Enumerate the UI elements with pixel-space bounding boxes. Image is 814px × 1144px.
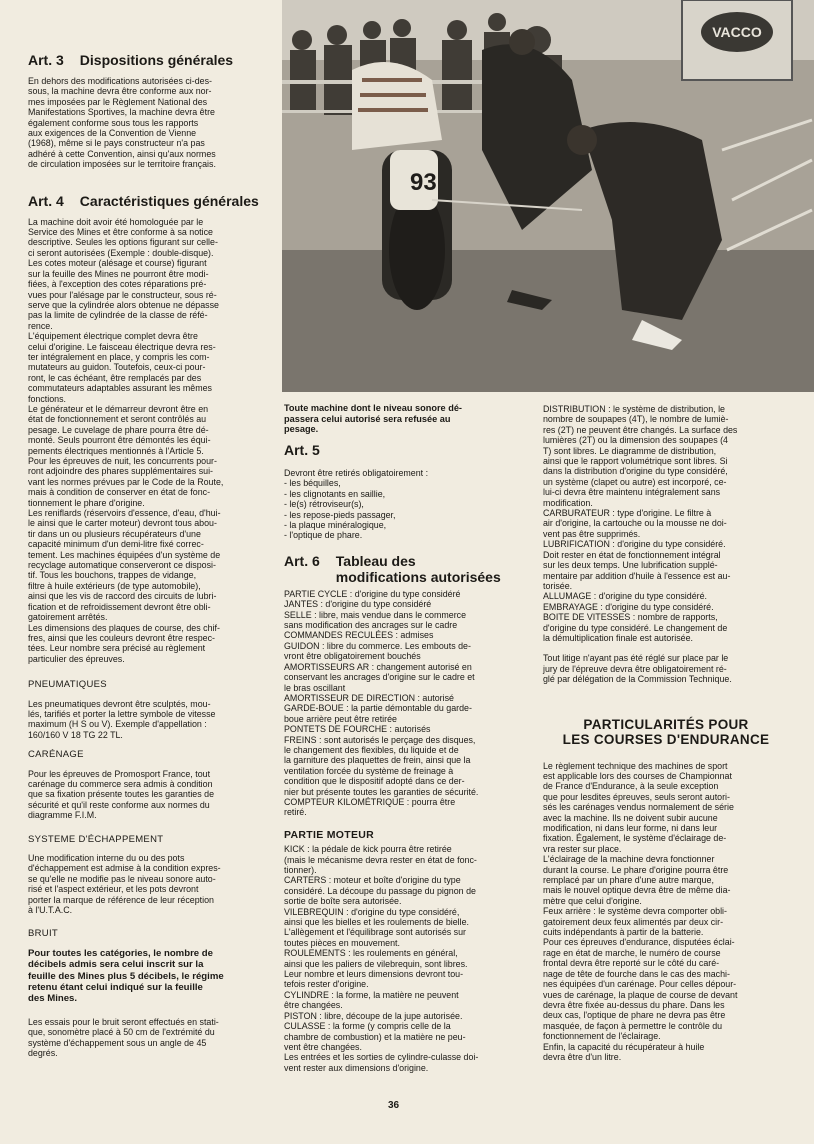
pneumatiques-body: [28, 699, 274, 741]
text-line: PONTETS DE FOURCHE : autorisés: [284, 724, 431, 735]
text-line: GARDE-BOUE : la partie démontable du garde-: [284, 703, 472, 714]
text-line: glé par délégation de la Commission Technique.: [543, 674, 732, 685]
text-line: Toute machine dont le niveau sonore dé-: [284, 403, 462, 413]
text-line: pesage. Le cuvelage de phare pourra être dé-: [28, 424, 209, 435]
text-line: - le(s) rétroviseur(s),: [284, 499, 364, 510]
left-column: [28, 52, 274, 1059]
text-line: devra être fixée au-dessus du phare. Dans les: [543, 999, 725, 1010]
text-line: carénage du commerce sera admis à condition: [28, 778, 213, 789]
text-line: L'éclairage de la machine devra fonctionner: [543, 854, 715, 865]
text-line: CARTERS : moteur et boîte d'origine du type: [284, 875, 461, 886]
text-line: LUBRIFICATION : d'origine du type considéré.: [543, 539, 726, 550]
sign-text: VACCO: [712, 24, 762, 40]
right-column: [543, 404, 789, 1062]
text-line: Pour ces épreuves d'endurance, disputées éclai-: [543, 937, 735, 948]
endurance-title: [543, 717, 789, 747]
text-line: rage en état de marche, le numéro de course: [543, 947, 721, 958]
text-line: toutes pièces en mouvement.: [284, 937, 400, 948]
text-line: serve que la cylindrée alors obtenue ne dépasse: [28, 299, 219, 310]
text-line: d'échappement est admise à la condition expres-: [28, 863, 221, 874]
text-line: lui-ci devra être maintenu intégralement sans: [543, 487, 721, 498]
echappement-heading: SYSTEME D'ÉCHAPPEMENT: [28, 833, 164, 845]
text-line: Doit rester en état de fonctionnement intégral: [543, 549, 721, 560]
text-line: AMORTISSEUR DE DIRECTION : autorisé: [284, 692, 454, 703]
text-line: mais le nouvel optique devra être de même dia-: [543, 885, 731, 896]
text-line: mètre que celui d'origine.: [543, 895, 642, 906]
text-line: CYLINDRE : la forme, la matière ne peuvent: [284, 989, 459, 1000]
text-line: (mais le mécanisme devra rester en état de fonc-: [284, 854, 477, 865]
race-number: 93: [410, 169, 437, 196]
text-line: sés les carénages vendus normalement de série: [543, 802, 734, 813]
text-line: tionner).: [284, 865, 317, 875]
text-line: ainsi que les vis de raccord des circuits de lubri-: [28, 591, 217, 602]
text-line: Service des Mines et être conforme à sa notice: [28, 227, 213, 238]
text-line: nombre de soupapes (4T), le nombre de lumiè-: [543, 414, 729, 425]
text-line: tement. Les machines équipées d'un système de: [28, 549, 221, 560]
text-line: conservant les ancrages d'origine sur le cadre et: [284, 672, 475, 683]
text-line: Enfin, la capacité du récupérateur à huile: [543, 1041, 705, 1052]
text-line: deux cas, l'optique de phare ne devra pas être: [543, 1010, 726, 1021]
page-number: 36: [388, 1100, 400, 1111]
text-line: retiré.: [284, 807, 307, 818]
text-line: - la plaque minéralogique,: [284, 520, 387, 531]
text-line: feuille des Mines plus 5 décibels, le régime: [28, 970, 224, 982]
caption-lines: [284, 403, 528, 435]
art3-heading: [28, 52, 274, 68]
text-line: tir dans un ou plusieurs récupérateurs d'une: [28, 528, 201, 539]
text-line: la garniture des plaquettes de frein, ainsi que la: [284, 755, 471, 766]
text-line: Leur nombre et leurs dimensions devront tou-: [284, 969, 464, 980]
endurance-title-line1: PARTICULARITÉS POUR: [583, 716, 749, 732]
text-line: diagramme F.I.M.: [28, 810, 97, 821]
echappement-body: [28, 853, 274, 915]
text-line: chambre de combustion) et la matière ne peu-: [284, 1031, 466, 1042]
text-line: - l'optique de phare.: [284, 530, 363, 541]
text-line: Les entrées et les sorties de cylindre-culasse doi-: [284, 1052, 479, 1063]
text-line: descriptive. Seules les options figurant sur celle-: [28, 237, 218, 248]
art6-heading: [284, 553, 530, 585]
text-line: EMBRAYAGE : d'origine du type considéré.: [543, 601, 714, 612]
art4-heading: [28, 193, 274, 209]
text-line: risé et l'aspect extérieur, et les pots devront: [28, 884, 199, 895]
text-line: le changement des flexibles, du liquide et de: [284, 744, 459, 755]
text-line: - les béquilles,: [284, 478, 341, 489]
text-line: fonctionnement de l'éclairage.: [543, 1031, 661, 1042]
partie-moteur-heading: PARTIE MOTEUR: [284, 828, 375, 841]
text-line: Le générateur et le démarreur devront être en: [28, 403, 209, 414]
text-line: CULASSE : la forme (y compris celle de la: [284, 1021, 451, 1032]
text-line: Le règlement technique des machines de sport: [543, 760, 728, 771]
text-line: La machine doit avoir été homologuée par le: [28, 216, 204, 227]
text-line: fiées, à l'exception des cotes réparations pré-: [28, 279, 207, 290]
text-line: Les cotes moteur (alésage et course) figurant: [28, 258, 207, 269]
art5-list: [284, 478, 530, 540]
text-line: durant la course. Le phare d'origine pourra être: [543, 864, 729, 875]
text-line: Pour les épreuves de Promosport France, tout: [28, 768, 211, 779]
photo-caption: [284, 403, 528, 435]
text-line: ainsi que le rapport volumétrique sont libres. Si: [543, 456, 728, 467]
text-line: vues de carénage, la plaque de course de devant: [543, 989, 738, 1000]
text-line: maximum (H S ou V). Exemple d'appellation :: [28, 719, 207, 730]
art4-title: Caractéristiques générales: [79, 192, 259, 209]
text-line: pements électriques mentionnés à l'Article 5.: [28, 445, 204, 456]
text-line: pas la limite de cylindrée de la classe de réfé-: [28, 310, 208, 321]
text-line: commutateurs adaptables assurant les mêmes: [28, 383, 212, 394]
text-line: torisée.: [543, 580, 573, 591]
text-line: Tout litige n'ayant pas été réglé sur place par le: [543, 653, 729, 664]
text-line: également conforme sous tous les rapports: [28, 117, 199, 128]
partie-cycle-body: [284, 589, 530, 818]
text-line: modification, ni dans leur forme, ni dans leur: [543, 823, 718, 833]
text-line: ront, le cas échéant, être remplacés par des: [28, 372, 202, 383]
text-line: tées. Leur nombre sera précisé au règlement: [28, 643, 206, 654]
carenage-heading: CARÉNAGE: [28, 749, 84, 761]
text-line: res (2T) ne peuvent être changés. La surface des: [543, 424, 738, 435]
text-line: Manifestations Sportives, la machine devra être: [28, 107, 215, 118]
text-line: Les reniflards (réservoirs d'essence, d'eau, d'hui-: [28, 508, 221, 519]
text-line: ROULEMENTS : les roulements en général,: [284, 948, 458, 959]
text-line: le bras oscillant: [284, 682, 346, 693]
text-line: particulier des épreuves.: [28, 653, 125, 664]
middle-column: [284, 442, 530, 1073]
text-line: SELLE : libre, mais vendue dans le commerce: [284, 609, 467, 620]
text-line: ventilation forcée du système de freinage à: [284, 765, 454, 776]
art4-body: [28, 217, 274, 664]
text-line: décibels admis sera celui inscrit sur la: [28, 959, 204, 971]
text-line: lés, tarifiés et porter la lettre symbole de vitesse: [28, 708, 216, 719]
pit-photo: [282, 0, 814, 392]
text-line: masquée, de façon à permettre le contrôle du: [543, 1020, 723, 1031]
text-line: aux exigences de la Convention de Vienne: [28, 128, 197, 139]
text-line: sans modification des ancrages sur le cadre: [284, 620, 458, 631]
bruit-bold-body: [28, 948, 274, 1005]
text-line: tionnement le phare d'origine.: [28, 497, 145, 508]
text-line: ront adjoindre des phares supplémentaires sui-: [28, 466, 214, 477]
art3-number: Art. 3: [28, 52, 64, 68]
text-line: KICK : la pédale de kick pourra être retirée: [284, 844, 452, 855]
art6-number: Art. 6: [284, 552, 320, 569]
distribution-body: [543, 404, 789, 643]
text-line: PISTON : libre, découpe de la jupe autorisée.: [284, 1010, 463, 1021]
text-line: boue arrière peut être retirée: [284, 713, 397, 724]
text-line: sous, la machine devra être conforme aux nor-: [28, 86, 212, 97]
text-line: avec la machine. Ils ne doivent subir aucune: [543, 812, 718, 823]
text-line: lumières (2T) ou la dimension des soupapes (4: [543, 435, 728, 446]
art6-title-line1: Tableau des: [335, 552, 416, 569]
text-line: frontal devra être reporté sur le côté du caré-: [543, 958, 720, 969]
text-line: système d'échappement sous un angle de 45: [28, 1037, 207, 1048]
text-line: recyclage automatique conserveront ce disposi-: [28, 560, 216, 571]
text-line: des Mines.: [28, 993, 78, 1005]
text-line: celui d'origine. Le faisceau électrique devra res-: [28, 341, 216, 352]
text-line: mentaire par addition d'huile à l'essence est au-: [543, 570, 731, 581]
text-line: pesage.: [284, 424, 319, 435]
text-line: ALLUMAGE : d'origine du type considéré.: [543, 591, 707, 602]
text-line: fonctions.: [28, 393, 66, 404]
text-line: PARTIE CYCLE : d'origine du type considéré: [284, 588, 461, 599]
text-line: cuits indépendants à partir de la batterie.: [543, 927, 704, 938]
text-line: mes imposées par le Règlement National des: [28, 96, 208, 107]
text-line: retenu étant celui indiqué sur la feuille: [28, 982, 203, 994]
photo-illustration: [282, 0, 814, 392]
text-line: être changées.: [284, 1000, 343, 1011]
text-line: sécurité et qu'il reste conforme aux normes du: [28, 799, 210, 810]
text-line: FREINS : sont autorisés le perçage des disques,: [284, 734, 476, 745]
text-line: monté. Seuls pourront être démontés les équi-: [28, 435, 211, 446]
text-line: passera celui autorisé sera refusée au: [284, 413, 451, 424]
text-line: fication et de refroidissement devront être obli-: [28, 601, 211, 612]
text-line: COMMANDES RECULÉES : admises: [284, 630, 434, 641]
text-line: sortie de boîte sera autorisée.: [284, 896, 402, 907]
text-line: air d'origine, la cartouche ou la mousse ne doi-: [543, 518, 727, 529]
art6-title-line2: modifications autorisées: [335, 568, 501, 585]
text-line: GUIDON : libre du commerce. Les embouts de-: [284, 640, 471, 651]
text-line: remplacé par un phare d'une autre marque,: [543, 875, 714, 886]
text-line: En dehors des modifications autorisées ci-des-: [28, 76, 213, 86]
text-line: tefois rester d'origine.: [284, 979, 369, 990]
art6-title: [336, 553, 501, 585]
endurance-body: [543, 761, 789, 1063]
text-line: rence.: [28, 320, 53, 331]
text-line: fixation. Également, le système d'éclairage de-: [543, 833, 727, 844]
text-line: vra rester sur place.: [543, 843, 622, 854]
art4-number: Art. 4: [28, 192, 64, 209]
text-line: le ainsi que le carter moteur) devront tous abou-: [28, 518, 217, 529]
text-line: vant les normes prévues par le Code de la Route,: [28, 476, 224, 487]
text-line: Feux arrière : le système devra comporter obli-: [543, 906, 727, 917]
text-line: CARBURATEUR : type d'origine. Le filtre à: [543, 508, 712, 519]
text-line: VILEBREQUIN : d'origine du type considéré,: [284, 906, 460, 917]
text-line: gatoirement deux feux alimentés par deux cir-: [543, 916, 724, 927]
text-line: condition que le dispositif adopté dans ce der-: [284, 776, 465, 787]
text-line: que sa fixation présente toutes les garanties de: [28, 789, 215, 800]
text-line: T) sont libres. Le diagramme de distribution,: [543, 445, 717, 456]
text-line: ainsi que les paliers de vilebrequin, sont libres.: [284, 958, 468, 969]
text-line: - les repose-pieds passager,: [284, 509, 396, 520]
bruit-body: [28, 1017, 274, 1059]
art3-title: Dispositions générales: [79, 52, 234, 68]
text-line: degrés.: [28, 1048, 58, 1059]
text-line: nes équipées d'un carénage. Pour celles dépour-: [543, 979, 737, 990]
text-line: adhéré à cette Convention, ainsi qu'aux normes: [28, 148, 216, 159]
text-line: à l'U.T.A.C.: [28, 905, 73, 916]
text-line: état de fonctionnement et seront contrôlés au: [28, 414, 207, 425]
text-line: ainsi que les bielles et les roulements de bielle.: [284, 917, 470, 928]
text-line: ter intégralement en place, y compris les com-: [28, 351, 210, 362]
text-line: sur les deux temps. Une lubrification supplé-: [543, 560, 718, 571]
text-line: considéré. La découpe du passage du pignon de: [284, 885, 476, 896]
text-line: sur la feuille des Mines ne pourront être modi-: [28, 268, 209, 279]
text-line: dans la distribution d'origine du type considéré,: [543, 466, 728, 477]
text-line: Pour toutes les catégories, le nombre de: [28, 947, 213, 959]
text-line: est applicable lors des courses de Championnat: [543, 770, 732, 781]
text-line: L'allègement et l'équilibrage sont autorisés sur: [284, 927, 466, 938]
text-line: se qu'elle ne modifie pas le niveau sonore auto-: [28, 873, 216, 884]
text-line: DISTRIBUTION : le système de distribution, le: [543, 404, 725, 414]
text-line: Les pneumatiques devront être sculptés, mou-: [28, 698, 211, 709]
text-line: que pour lesdites épreuves, seuls seront autori-: [543, 791, 730, 802]
text-line: que, sonomètre placé à 50 cm de l'extrémité du: [28, 1027, 215, 1038]
text-line: gatoirement arrêtés.: [28, 612, 108, 623]
text-line: (1968), même si le pays constructeur n'a pas: [28, 138, 205, 149]
text-line: L'équipement électrique complet devra être: [28, 331, 198, 342]
pneumatiques-heading: PNEUMATIQUES: [28, 679, 107, 691]
text-line: capacité minimum d'un demi-litre fixé correc-: [28, 539, 204, 550]
text-line: jury de l'épreuve devra être obligatoirement ré-: [543, 663, 727, 674]
text-line: un système (clapet ou autre) est incorporé, ce-: [543, 476, 727, 487]
art3-body: [28, 76, 274, 170]
bruit-heading: BRUIT: [28, 928, 58, 940]
text-line: fres, ainsi que les couleurs devront être respec-: [28, 632, 215, 643]
art5-intro: Devront être retirés obligatoirement :: [284, 468, 429, 478]
text-line: Les dimensions des plaques de course, des chif-: [28, 622, 220, 633]
carenage-body: [28, 769, 274, 821]
litige-body: [543, 653, 789, 684]
text-line: COMPTEUR KILOMÉTRIQUE : pourra être: [284, 796, 456, 807]
text-line: vent rester aux dimensions d'origine.: [284, 1062, 429, 1073]
text-line: porter la marque de référence de leur réception: [28, 894, 214, 905]
text-line: de circulation imposées sur le territoire français.: [28, 159, 216, 170]
text-line: la démultiplication finale est autorisée.: [543, 632, 693, 643]
text-line: filtre à huile extérieurs (de type automobile),: [28, 580, 201, 591]
text-line: de France d'Endurance, à la seule exception: [543, 781, 719, 792]
text-line: d'origine du type considéré. Le changement de: [543, 622, 728, 633]
endurance-title-line2: LES COURSES D'ENDURANCE: [562, 731, 770, 747]
text-line: mais à condition de conserver en état de fonc-: [28, 487, 211, 498]
text-line: vent pas être supprimés.: [543, 528, 641, 539]
text-line: devra être d'un litre.: [543, 1051, 622, 1062]
text-line: modification.: [543, 497, 593, 508]
text-line: nier but présente toutes les garanties de sécurité.: [284, 786, 479, 797]
text-line: vues pour l'alésage par le constructeur, sous ré-: [28, 289, 217, 300]
text-line: Les essais pour le bruit seront effectués en stati-: [28, 1016, 219, 1027]
text-line: BOITE DE VITESSES : nombre de rapports,: [543, 612, 718, 623]
text-line: Une modification interne du ou des pots: [28, 853, 185, 863]
text-line: - les clignotants en saillie,: [284, 488, 386, 499]
text-line: Pour les épreuves de nuit, les concurrents pour-: [28, 456, 217, 466]
art5-heading: Art. 5: [284, 442, 320, 458]
text-line: nage de tête de fourche dans le cas des machi-: [543, 968, 730, 979]
text-line: tif. Tous les bouchons, trappes de vidange,: [28, 570, 197, 581]
text-line: vront être obligatoirement bouchés: [284, 651, 421, 662]
text-line: ci seront autorisées (Exemple : double-disque).: [28, 247, 214, 258]
text-line: JANTES : d'origine du type considéré: [284, 599, 432, 610]
text-line: mutateurs au guidon. Toutefois, ceux-ci pour-: [28, 362, 206, 373]
text-line: vent être changées.: [284, 1041, 362, 1052]
partie-moteur-body: [284, 844, 530, 1073]
text-line: 160/160 V 18 TG 22 TL.: [28, 729, 123, 740]
text-line: AMORTISSEURS AR : changement autorisé en: [284, 661, 472, 672]
